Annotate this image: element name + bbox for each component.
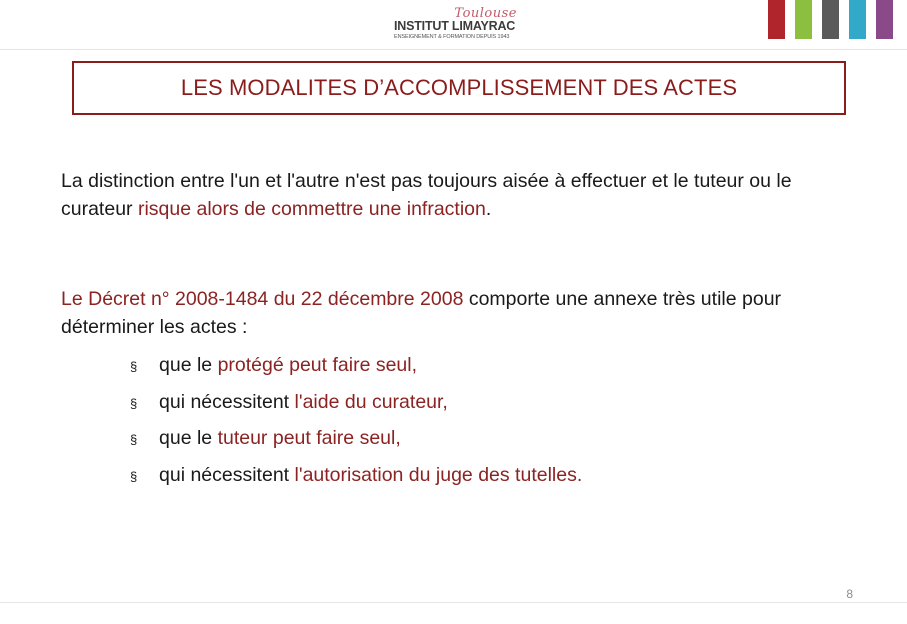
para1-end: . [485, 198, 492, 220]
footer-divider [0, 602, 907, 603]
list-item [130, 348, 582, 385]
page-number: 8 [846, 587, 853, 601]
bullet-highlight: protégé peut faire seul, [217, 354, 418, 376]
bullet-text: qui nécessitent [159, 390, 290, 413]
para1-text: La distinction entre l'un et l'autre n'est pas toujours aisée à effectuer et le tuteur ou le curateur [61, 170, 792, 220]
bullet-text: que le [159, 427, 213, 449]
title-box [72, 61, 846, 115]
list-item [130, 458, 582, 495]
bullet-text: que le [159, 354, 213, 376]
para2-highlight: Le Décret n° 2008-1484 du 22 décembre 2008 [61, 288, 464, 310]
header-divider [0, 49, 907, 50]
color-bar-red [768, 0, 785, 39]
list-item [130, 421, 582, 458]
bullet-highlight: tuteur peut faire seul, [217, 427, 401, 449]
logo-main-text: INSTITUT LIMAYRAC [394, 19, 516, 33]
paragraph-decret [61, 285, 861, 341]
color-bar-gray [822, 0, 839, 39]
logo-script-text: Toulouse [454, 6, 517, 21]
color-bar-blue [849, 0, 866, 39]
bullet-text: qui nécessitent [159, 463, 290, 486]
bullet-icon: § [130, 359, 138, 374]
bullet-icon: § [130, 432, 138, 447]
para1-highlight: risque alors de commettre une infraction [137, 198, 486, 220]
color-bar-purple [876, 0, 893, 39]
para2-text: comporte une annexe très utile pour déterminer les actes : [61, 288, 782, 338]
paragraph-distinction [61, 167, 841, 223]
bullet-icon: § [130, 468, 138, 484]
color-bar-green [795, 0, 812, 39]
bullet-highlight: l'aide du curateur, [294, 390, 448, 413]
bullet-icon: § [130, 395, 138, 411]
logo-sub-text: ENSEIGNEMENT & FORMATION DEPUIS 1943 [394, 34, 510, 40]
color-bars [768, 0, 893, 39]
list-item [130, 385, 582, 422]
acts-bullet-list [130, 348, 582, 494]
institut-limayrac-logo [393, 6, 523, 42]
slide-title: LES MODALITES D’ACCOMPLISSEMENT DES ACTES [180, 75, 738, 100]
bullet-highlight: l'autorisation du juge des tutelles. [294, 463, 583, 486]
